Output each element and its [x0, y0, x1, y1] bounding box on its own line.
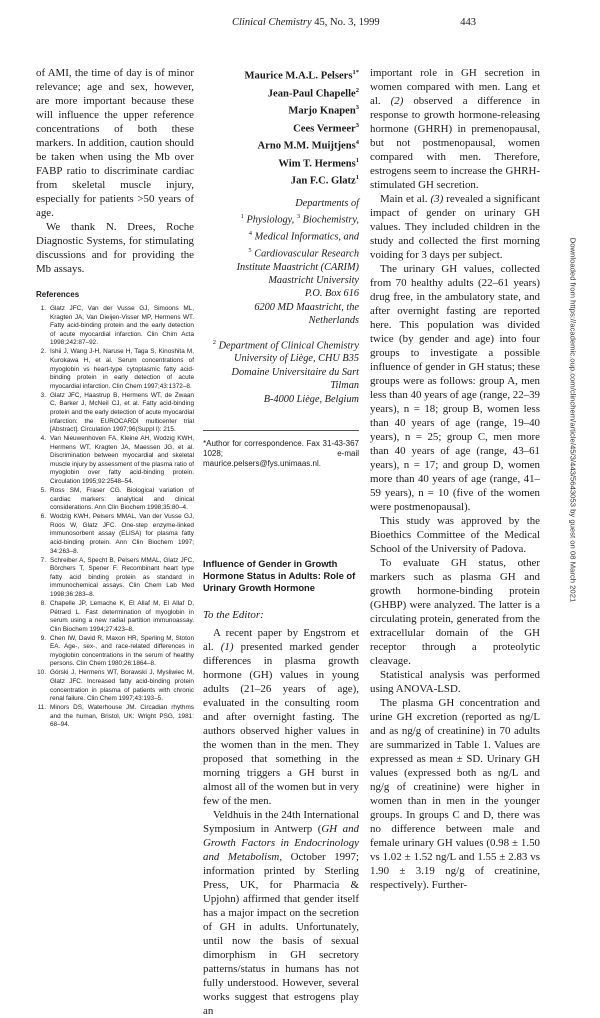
affiliation-superscript: 3 — [296, 213, 301, 221]
column-middle — [203, 66, 359, 1018]
references-list — [36, 305, 194, 730]
author-text: Jean-Paul Chapelle — [267, 88, 356, 100]
affiliation-liege — [203, 336, 359, 406]
reference-number: 2. — [40, 348, 46, 356]
footnote-divider — [203, 430, 359, 431]
reference-item — [36, 513, 194, 556]
affiliation-line — [203, 336, 359, 353]
citation-ref: (3) — [430, 193, 444, 205]
citation-ref: (1) — [220, 641, 234, 654]
reference-number: 5. — [40, 487, 46, 495]
reference-text: Schreiber A, Specht B, Pelsers MMAL, Glatz JFC, Börchers T, Spener F. Recombinant heart type fatty acid binding protein as standard in immunochemical assays. Clin Chem Lab Med 1998;36:283–8. — [50, 556, 194, 598]
affiliation-text: Department of Clinical Chemistry — [218, 340, 359, 352]
body-paragraph: To evaluate GH status, other markers such as plasma GH and growth hormone-binding protein (GHBP) were analyzed. The latter is a circulating protein, generated from the extracellular domain of the GH receptor through a proteolytic cleavage. — [370, 557, 540, 667]
affiliation-line — [203, 244, 359, 261]
affiliation-text: Medical Informatics, and — [254, 231, 359, 243]
volume-issue: 45, No. 3, 1999 — [314, 17, 380, 28]
body-paragraph: of AMI, the time of day is of minor relevance; age and sex, however, are more important because these will influence the upper reference concentrations of both these markers. In addition, caution should be taken when using the Mb over FABP ratio to discriminate cardiac from skeletal muscle injury, especially for patients >50 years of age. — [36, 67, 194, 219]
text-run: presented marked gender differences in plasma growth hormone (GH) values in young adults (21–26 years of age), evaluated in the consulting room and after overnight fasting. The authors observed higher values in the women than in the men. They proposed that something in the morning triggers a GH burst in almost all of the women but in very few of the men. — [203, 641, 359, 808]
reference-text: Ishii J, Wang J-H, Naruse H, Taga S, Kinoshita M, Kurokawa H, et al. Serum concentrations of myoglobin vs heart-type cytoplasmic fatty acid-binding protein in early detection of acute myocardial infarction. Clin Chem 1997;43:1372–8. — [50, 348, 194, 390]
reference-text: Glatz JFC, Haastrup B, Hermens WT, de Zwaan C, Barker J, McNeil CJ, et al. Fatty acid-binding protein and the early detection of acute myocardial infarction: the EUROCARDI multicenter trial [Abstract]. Circulation 1997;96(Suppl I): 215. — [50, 391, 194, 434]
text-run: observed a difference in response to growth hormone-releasing hormone (GHRH) in premenopausal, but not postmenopausal, women compared with men. Therefore, estrogens seem to increase the GHRH-stimulated GH secretion. — [370, 95, 540, 191]
reference-number: 8. — [40, 599, 46, 607]
reference-text: Ross SM, Fraser CG. Biological variation of cardiac markers: analytical and clinical considerations. Ann Clin Biochem 1998;35:80–4. — [50, 487, 194, 512]
reference-number: 7. — [40, 556, 46, 564]
author-superscript: 3 — [355, 104, 359, 112]
author-name — [203, 136, 359, 154]
reference-item — [36, 348, 194, 391]
author-name — [203, 84, 359, 102]
acknowledgment-paragraph: We thank N. Drees, Roche Diagnostic Systems, for stimulating discussions and for providing the Mb assays. — [36, 221, 194, 275]
affiliation-superscript: 4 — [248, 229, 253, 237]
body-paragraph — [370, 192, 540, 262]
reference-number: 9. — [40, 634, 46, 642]
affiliation-text: Biochemistry, — [302, 214, 359, 226]
author-name — [203, 119, 359, 137]
reference-item — [36, 704, 194, 730]
affiliation-text: Cardiovascular Research — [254, 248, 359, 260]
affiliation-line: Maastricht University — [268, 275, 359, 287]
text-run: revealed a significant impact of gender on urinary GH values. They included children in the study and collected the first morning voiding for 3 days per subject. — [370, 193, 540, 261]
affiliation-line: 6200 MD Maastricht, the Netherlands — [254, 301, 359, 327]
journal-name: Clinical Chemistry — [232, 17, 312, 28]
affiliation-line: Domaine Universitaire du Sart Tilman — [231, 366, 359, 392]
reference-text: Van Nieuwenhoven FA, Kleine AH, Wodzig KWH, Hermens WT, Kragten JA, Maessen JG, et al. Discrimination between myocardial and skeletal muscle injury by assessment of the plasma ratio of myoglobin over fatty acid-binding protein. Circulation 1995;92:2548–54. — [50, 435, 194, 486]
affiliation-line: B-4000 Liège, Belgium — [263, 393, 359, 405]
italic-title: GH and Growth Factors in Endocrinology and Metabolism — [203, 823, 359, 864]
reference-number: 4. — [40, 435, 46, 443]
affiliation-line: Departments of — [295, 197, 359, 209]
salutation: To the Editor: — [203, 609, 264, 622]
author-list — [203, 66, 359, 189]
reference-item — [36, 305, 194, 348]
author-superscript: 1 — [355, 174, 359, 182]
text-run: Veldhuis in the 24th International Symposium in Antwerp ( — [203, 809, 359, 836]
text-run: Main et al. — [380, 193, 431, 205]
body-paragraph — [370, 66, 540, 192]
reference-text: Glatz JFC, Van der Vusse GJ, Simoons ML, Kragten JA, Van Dieijen-Visser MP, Hermens WT. Fatty acid-binding protein and the early detection of acute myocardial infarction. Clin Chim Acta 1998;242:87–92. — [50, 305, 194, 347]
author-text: Jan F.C. Glatz — [290, 175, 356, 187]
author-superscript: 4 — [355, 139, 359, 147]
reference-item — [36, 635, 194, 669]
affiliation-line: P.O. Box 616 — [304, 288, 359, 300]
affiliation-line — [203, 210, 359, 227]
text-run: important role in GH secretion in women compared with men. Lang et al. — [370, 67, 540, 107]
affiliation-maastricht — [203, 197, 359, 328]
body-paragraph: The urinary GH values, collected from 70 healthy adults (22–61 years) drug free, in the ambulatory state, and after overnight fasting are reported here. This population was divided twice (by gender and age) into four groups to investigate a possible influence of gender in GH status; these groups were as follows: group A, men less than 40 years of age (range, 22–39 years), n = 18; group B, women less than 40 years of age (range, 19–40 years), n = 25; group C, men more than 40 years of age (range, 43–61 years), n = 17; and group D, women more than 40 years of age (range, 41–59 years), n = 10 (five of the women were postmenopausal). — [370, 263, 540, 513]
download-notice — [566, 110, 580, 730]
author-name — [203, 66, 359, 84]
reference-text: Minors DS, Waterhouse JM. Circadian rhythms and the human, Bristol, UK: Wright PSG, 1981: 68–94. — [50, 704, 194, 729]
citation-ref: (2) — [390, 95, 404, 107]
affiliation-text: Physiology, — [246, 214, 295, 226]
reference-item — [36, 557, 194, 600]
column-right — [370, 66, 540, 892]
body-paragraph: The plasma GH concentration and urine GH excretion (reported as ng/L and as ng/g of creatinine) in 70 adults are summarized in Table 1. Values are expressed as mean ± SD. Urinary GH values (expressed both as ng/L and ng/g of creatinine) were higher in women than in men in the younger groups. In groups C and D, there was no difference between male and female urinary GH values (0.98 ± 1.50 vs 1.02 ± 1.52 ng/L and 1.55 ± 2.83 vs 1.90 ± 3.19 ng/g of creatinine, respectively). Further- — [370, 697, 540, 891]
author-text: Marjo Knapen — [288, 105, 356, 117]
body-paragraph: Statistical analysis was performed using ANOVA-LSD. — [370, 669, 540, 695]
journal-citation — [232, 17, 380, 28]
reference-number: 11. — [37, 704, 46, 712]
reference-text: Górski J, Hermens WT, Borawski J, Mysliwiec M, Glatz JFC. Increased fatty acid-binding protein concentration in plasma of patients with chronic renal failure. Clin Chem 1997;43:193–5. — [50, 669, 194, 703]
reference-number: 6. — [40, 513, 46, 521]
author-name — [203, 154, 359, 172]
affiliation-superscript: 2 — [212, 338, 216, 346]
affiliation-line: Institute Maastricht (CARIM) — [236, 261, 359, 273]
text-run: , October 1997; information printed by Sterling Press, UK, for Pharmacia & Upjohn) affirmed that gender itself has a major impact on the secretion of GH in adults. Unfortunately, until now the basis of sexual dimorphism in GH secretory patterns/status in humans has not fully understood. However, several works suggest that estrogens play an — [203, 851, 359, 1018]
column-left — [36, 66, 194, 730]
download-notice-text: Downloaded from https://academic.oup.com/clinchem/article/45/3/443/5643053 by guest on 08 March 2021 — [568, 237, 578, 603]
reference-number: 10. — [37, 669, 46, 677]
body-paragraph — [203, 808, 359, 1018]
body-paragraph: This study was approved by the Bioethics Committee of the Medical School of the University of Padova. — [370, 515, 540, 555]
reference-text: Wodzig KWH, Pelsers MMAL, Van der Vusse GJ, Roos W, Glatz JFC. One-step enzyme-linked immunosorbent assay (ELISA) for plasma fatty acid-binding protein. Ann Clin Biochem 1997; 34:263–8. — [50, 513, 194, 555]
author-superscript: 1* — [352, 69, 359, 76]
author-superscript: 3 — [355, 121, 359, 129]
reference-item — [36, 600, 194, 634]
reference-text: Chapelle JP, Lemache K, El Allaf M, El Allaf D, Pétrard L. Fast determination of myoglobin in serum using a new radial partition immunoassay. Clin Biochem 1994;27:423–8. — [50, 599, 194, 633]
reference-item — [36, 487, 194, 513]
reference-text: Chen IW, David R, Maxon HR, Sperling M, Stoton EA. Age-, sex-, and race-related differences in myoglobin concentrations in the serum of healthy persons. Clin Chem 1980;26:1864–8. — [50, 634, 194, 668]
reference-number: 1. — [40, 305, 46, 312]
author-superscript: 2 — [355, 86, 359, 94]
references-heading: References — [36, 290, 80, 299]
affiliation-superscript: 5 — [248, 246, 252, 254]
running-header — [36, 17, 588, 31]
affiliation-line: University of Liège, CHU B35 — [234, 353, 359, 365]
author-superscript: 1 — [355, 156, 359, 164]
author-text: Maurice M.A.L. Pelsers — [244, 70, 353, 82]
author-text: Cees Vermeer — [293, 123, 356, 135]
reference-item — [36, 435, 194, 487]
author-name — [203, 171, 359, 189]
author-text: Wim T. Hermens — [278, 158, 356, 170]
author-text: Arno M.M. Muijtjens — [257, 140, 356, 152]
text-run: A recent paper by Engstrom et al. — [203, 627, 359, 654]
page-number: 443 — [460, 17, 476, 28]
reference-item — [36, 669, 194, 703]
affiliation-superscript: 1 — [240, 213, 244, 221]
reference-number: 3. — [40, 391, 46, 399]
author-name — [203, 101, 359, 119]
body-paragraph — [203, 626, 359, 808]
article-title: Influence of Gender in Growth Hormone Status in Adults: Role of Urinary Growth Hormone — [203, 558, 356, 594]
correspondence-footnote: *Author for correspondence. Fax 31-43-367 1028; e-mail maurice.pelsers@fys.unimaas.nl. — [203, 439, 359, 468]
reference-item — [36, 392, 194, 435]
affiliation-line — [203, 227, 359, 244]
